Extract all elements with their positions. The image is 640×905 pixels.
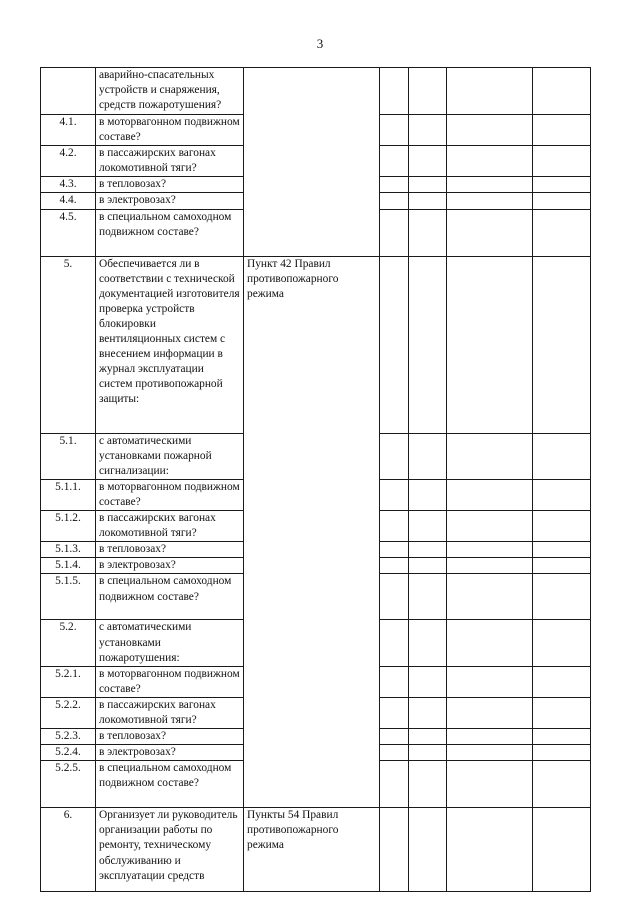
question-text: в электровозах?	[96, 558, 244, 574]
legal-reference	[244, 558, 380, 574]
page-number: 3	[316, 36, 324, 51]
answer-na-cell	[447, 479, 533, 510]
legal-reference	[244, 511, 380, 542]
question-text: с автоматическими установками пожаротушения:	[96, 620, 244, 666]
row-number: 4.3.	[41, 177, 96, 193]
answer-yes-cell	[380, 193, 409, 209]
table-row	[41, 479, 591, 510]
note-cell	[533, 574, 591, 620]
question-text: в моторвагонном подвижном составе?	[96, 115, 244, 146]
question-text: в специальном самоходном подвижном составе?	[96, 209, 244, 256]
legal-reference	[244, 115, 380, 146]
answer-no-cell	[409, 620, 447, 666]
legal-reference: Пункт 42 Правил противопожарного режима	[244, 256, 380, 433]
answer-no-cell	[409, 68, 447, 115]
question-text: с автоматическими установками пожарной сигнализации:	[96, 433, 244, 479]
note-cell	[533, 177, 591, 193]
question-text: в моторвагонном подвижном составе?	[96, 479, 244, 510]
row-number: 5.1.5.	[41, 574, 96, 620]
table-row	[41, 729, 591, 745]
note-cell	[533, 511, 591, 542]
answer-na-cell	[447, 620, 533, 666]
legal-reference	[244, 433, 380, 479]
answer-no-cell	[409, 256, 447, 433]
checklist-table	[40, 67, 591, 892]
answer-yes-cell	[380, 666, 409, 697]
row-number: 5.1.3.	[41, 542, 96, 558]
question-text: в тепловозах?	[96, 729, 244, 745]
answer-na-cell	[447, 177, 533, 193]
note-cell	[533, 479, 591, 510]
question-text: в моторвагонном подвижном составе?	[96, 666, 244, 697]
answer-na-cell	[447, 729, 533, 745]
row-number	[41, 68, 96, 115]
answer-yes-cell	[380, 620, 409, 666]
table-row	[41, 433, 591, 479]
answer-na-cell	[447, 511, 533, 542]
table-row	[41, 620, 591, 666]
row-number: 4.2.	[41, 146, 96, 177]
row-number: 5.2.5.	[41, 761, 96, 808]
answer-yes-cell	[380, 542, 409, 558]
row-number: 5.2.2.	[41, 697, 96, 728]
question-text: Организует ли руководитель организации работы по ремонту, техническому обслуживанию и эксплуатации средств	[96, 808, 244, 892]
question-text: в специальном самоходном подвижном составе?	[96, 574, 244, 620]
table-row	[41, 745, 591, 761]
table-row	[41, 146, 591, 177]
legal-reference	[244, 574, 380, 620]
table-row	[41, 666, 591, 697]
legal-reference	[244, 177, 380, 193]
answer-no-cell	[409, 761, 447, 808]
question-text: в электровозах?	[96, 745, 244, 761]
note-cell	[533, 433, 591, 479]
question-text: в электровозах?	[96, 193, 244, 209]
answer-yes-cell	[380, 511, 409, 542]
answer-no-cell	[409, 146, 447, 177]
row-number: 5.	[41, 256, 96, 433]
answer-no-cell	[409, 542, 447, 558]
answer-na-cell	[447, 574, 533, 620]
answer-no-cell	[409, 745, 447, 761]
legal-reference	[244, 745, 380, 761]
note-cell	[533, 620, 591, 666]
row-number: 5.2.4.	[41, 745, 96, 761]
answer-no-cell	[409, 193, 447, 209]
answer-yes-cell	[380, 146, 409, 177]
answer-yes-cell	[380, 115, 409, 146]
answer-yes-cell	[380, 697, 409, 728]
question-text: в тепловозах?	[96, 177, 244, 193]
answer-na-cell	[447, 558, 533, 574]
answer-no-cell	[409, 209, 447, 256]
table-row	[41, 558, 591, 574]
answer-na-cell	[447, 745, 533, 761]
note-cell	[533, 146, 591, 177]
answer-na-cell	[447, 256, 533, 433]
answer-yes-cell	[380, 209, 409, 256]
answer-na-cell	[447, 666, 533, 697]
question-text: в специальном самоходном подвижном составе?	[96, 761, 244, 808]
legal-reference	[244, 761, 380, 808]
row-number: 6.	[41, 808, 96, 892]
answer-na-cell	[447, 433, 533, 479]
note-cell	[533, 666, 591, 697]
question-text: в пассажирских вагонах локомотивной тяги?	[96, 511, 244, 542]
answer-no-cell	[409, 479, 447, 510]
answer-na-cell	[447, 761, 533, 808]
legal-reference	[244, 666, 380, 697]
row-number: 5.2.3.	[41, 729, 96, 745]
row-number: 4.1.	[41, 115, 96, 146]
checklist-body	[41, 68, 591, 892]
table-row	[41, 115, 591, 146]
legal-reference	[244, 193, 380, 209]
answer-na-cell	[447, 808, 533, 892]
answer-no-cell	[409, 697, 447, 728]
note-cell	[533, 256, 591, 433]
note-cell	[533, 729, 591, 745]
legal-reference	[244, 620, 380, 666]
answer-yes-cell	[380, 68, 409, 115]
legal-reference: Пункты 54 Правил противопожарного режима	[244, 808, 380, 892]
answer-yes-cell	[380, 761, 409, 808]
answer-yes-cell	[380, 433, 409, 479]
answer-no-cell	[409, 558, 447, 574]
answer-yes-cell	[380, 558, 409, 574]
legal-reference	[244, 68, 380, 115]
question-text: в пассажирских вагонах локомотивной тяги?	[96, 697, 244, 728]
answer-yes-cell	[380, 177, 409, 193]
answer-no-cell	[409, 574, 447, 620]
answer-no-cell	[409, 729, 447, 745]
answer-na-cell	[447, 193, 533, 209]
answer-yes-cell	[380, 479, 409, 510]
row-number: 5.2.1.	[41, 666, 96, 697]
answer-yes-cell	[380, 256, 409, 433]
answer-yes-cell	[380, 729, 409, 745]
legal-reference	[244, 146, 380, 177]
table-row	[41, 256, 591, 433]
note-cell	[533, 542, 591, 558]
answer-no-cell	[409, 177, 447, 193]
table-row	[41, 177, 591, 193]
row-number: 5.1.	[41, 433, 96, 479]
row-number: 4.5.	[41, 209, 96, 256]
row-number: 5.2.	[41, 620, 96, 666]
answer-na-cell	[447, 697, 533, 728]
answer-no-cell	[409, 511, 447, 542]
table-row	[41, 761, 591, 808]
answer-na-cell	[447, 542, 533, 558]
legal-reference	[244, 729, 380, 745]
row-number: 5.1.1.	[41, 479, 96, 510]
answer-no-cell	[409, 433, 447, 479]
table-row	[41, 542, 591, 558]
table-row	[41, 193, 591, 209]
question-text: Обеспечивается ли в соответствии с технической документацией изготовителя проверка устройств блокировки вентиляционных систем с внесением информации в журнал эксплуатации систем противопожарной защиты:	[96, 256, 244, 433]
answer-no-cell	[409, 666, 447, 697]
table-row	[41, 697, 591, 728]
question-text: в тепловозах?	[96, 542, 244, 558]
legal-reference	[244, 542, 380, 558]
question-text: в пассажирских вагонах локомотивной тяги?	[96, 146, 244, 177]
table-row	[41, 209, 591, 256]
note-cell	[533, 68, 591, 115]
note-cell	[533, 193, 591, 209]
answer-na-cell	[447, 115, 533, 146]
answer-no-cell	[409, 808, 447, 892]
note-cell	[533, 558, 591, 574]
note-cell	[533, 209, 591, 256]
note-cell	[533, 745, 591, 761]
answer-no-cell	[409, 115, 447, 146]
note-cell	[533, 697, 591, 728]
table-row	[41, 68, 591, 115]
table-row	[41, 574, 591, 620]
table-row	[41, 511, 591, 542]
legal-reference	[244, 479, 380, 510]
answer-yes-cell	[380, 808, 409, 892]
question-text: аварийно-спасательных устройств и снаряжения, средств пожаротушения?	[96, 68, 244, 115]
answer-na-cell	[447, 68, 533, 115]
note-cell	[533, 761, 591, 808]
table-row	[41, 808, 591, 892]
row-number: 5.1.2.	[41, 511, 96, 542]
legal-reference	[244, 697, 380, 728]
row-number: 4.4.	[41, 193, 96, 209]
answer-yes-cell	[380, 745, 409, 761]
answer-yes-cell	[380, 574, 409, 620]
answer-na-cell	[447, 209, 533, 256]
legal-reference	[244, 209, 380, 256]
note-cell	[533, 115, 591, 146]
row-number: 5.1.4.	[41, 558, 96, 574]
note-cell	[533, 808, 591, 892]
answer-na-cell	[447, 146, 533, 177]
